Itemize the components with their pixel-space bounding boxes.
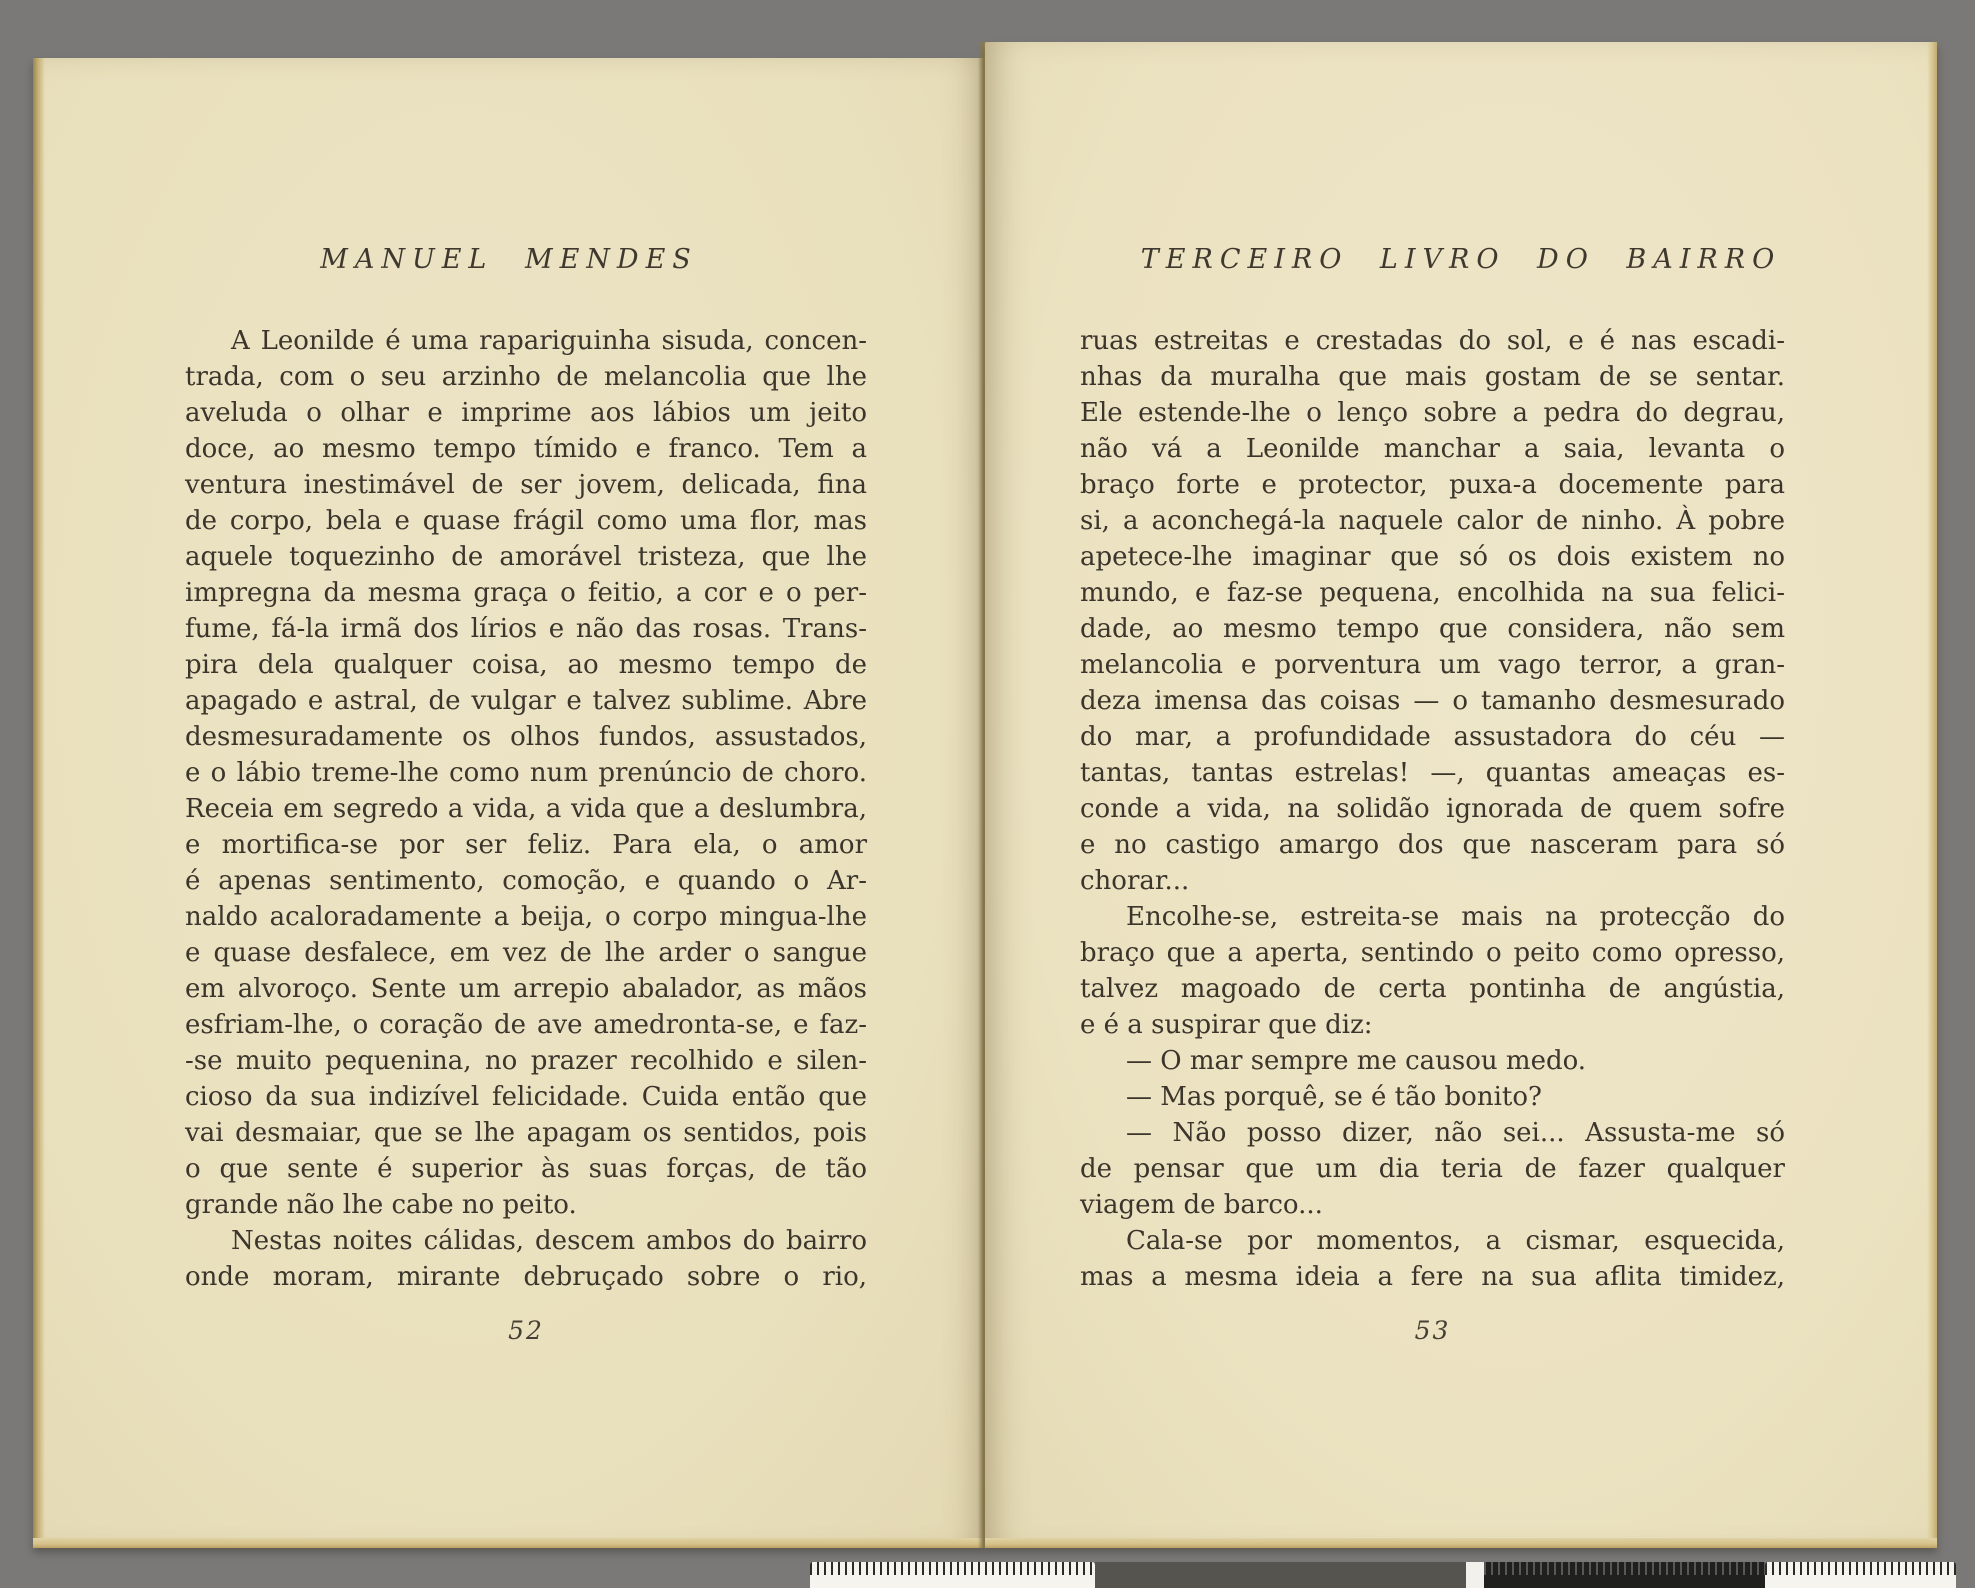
text-line: talvez magoado de certa pontinha de angústia, <box>1080 974 1785 1004</box>
text-line: — Mas porquê, se é tão bonito? <box>1126 1082 1542 1112</box>
text-line: não vá a Leonilde manchar a saia, levanta o <box>1080 434 1785 464</box>
text-line: ventura inestimável de ser jovem, delicada, fina <box>185 470 867 500</box>
text-line: impregna da mesma graça o feitio, a cor e o per- <box>185 578 867 608</box>
text-line: A Leonilde é uma rapariguinha sisuda, concen- <box>231 326 867 356</box>
text-line: Cala-se por momentos, a cismar, esquecida, <box>1126 1226 1785 1256</box>
text-line: Nestas noites cálidas, descem ambos do bairro <box>231 1226 867 1256</box>
text-line: nhas da muralha que mais gostam de se sentar. <box>1080 362 1785 392</box>
paragraph <box>1080 1043 1785 1079</box>
text-line: trada, com o seu arzinho de melancolia que lhe <box>185 362 867 392</box>
text-line: de corpo, bela e quase frágil como uma flor, mas <box>185 506 867 536</box>
text-line: Receia em segredo a vida, a vida que a deslumbra, <box>185 794 867 824</box>
text-line: vai desmaiar, que se lhe apagam os sentidos, pois <box>185 1118 867 1148</box>
text-line: apagado e astral, de vulgar e talvez sublime. Abre <box>185 686 867 716</box>
text-line: conde a vida, na solidão ignorada de quem sofre <box>1080 794 1785 824</box>
text-line: do mar, a profundidade assustadora do céu — <box>1080 722 1785 752</box>
text-line: e mortifica-se por ser feliz. Para ela, o amor <box>185 830 867 860</box>
text-line: esfriam-lhe, o coração de ave amedronta-se, e faz- <box>185 1010 867 1040</box>
text-line: aquele toquezinho de amorável tristeza, que lhe <box>185 542 867 572</box>
text-line: e quase desfalece, em vez de lhe arder o sangue <box>185 938 867 968</box>
text-line: braço que a aperta, sentindo o peito como opresso, <box>1080 938 1785 968</box>
text-line: -se muito pequenina, no prazer recolhido e silen- <box>185 1046 867 1076</box>
text-line: desmesuradamente os olhos fundos, assustados, <box>185 722 867 752</box>
text-line: e o lábio treme-lhe como num prenúncio de choro. <box>185 758 867 788</box>
text-line: chorar... <box>1080 866 1190 896</box>
measurement-ruler-white-segment <box>810 1562 1095 1588</box>
text-line: mas a mesma ideia a fere na sua aflita timidez, <box>1080 1262 1785 1292</box>
text-line: e no castigo amargo dos que nasceram para só <box>1080 830 1785 860</box>
measurement-ruler-white-sliver <box>1466 1562 1484 1588</box>
text-line: tantas, tantas estrelas! —, quantas ameaças es- <box>1080 758 1785 788</box>
measurement-ruler-black-segment <box>1484 1562 1765 1588</box>
text-line: dade, ao mesmo tempo que considera, não sem <box>1080 614 1785 644</box>
text-line: viagem de barco... <box>1080 1190 1323 1220</box>
paragraph <box>1080 899 1785 1043</box>
text-line: Encolhe-se, estreita-se mais na protecção do <box>1126 902 1785 932</box>
text-line: e é a suspirar que diz: <box>1080 1010 1373 1040</box>
paragraph <box>1080 1079 1785 1115</box>
measurement-ruler-white-segment-right <box>1765 1562 1956 1588</box>
left-page-number: 52 <box>508 1316 544 1345</box>
text-line: naldo acaloradamente a beija, o corpo mingua-lhe <box>185 902 867 932</box>
text-line: de pensar que um dia teria de fazer qualquer <box>1080 1154 1785 1184</box>
text-line: é apenas sentimento, comoção, e quando o Ar- <box>185 866 867 896</box>
right-page <box>985 42 1937 1548</box>
text-line: grande não lhe cabe no peito. <box>185 1190 577 1220</box>
text-line: deza imensa das coisas — o tamanho desmesurado <box>1080 686 1785 716</box>
text-line: o que sente é superior às suas forças, de tão <box>185 1154 867 1184</box>
text-line: mundo, e faz-se pequena, encolhida na sua felici- <box>1080 578 1785 608</box>
text-line: braço forte e protector, puxa-a docemente para <box>1080 470 1785 500</box>
text-line: Ele estende-lhe o lenço sobre a pedra do degrau, <box>1080 398 1785 428</box>
text-line: pira dela qualquer coisa, ao mesmo tempo de <box>185 650 867 680</box>
text-line: — O mar sempre me causou medo. <box>1126 1046 1587 1076</box>
text-line: cioso da sua indizível felicidade. Cuida então que <box>185 1082 867 1112</box>
text-line: doce, ao mesmo tempo tímido e franco. Tem a <box>185 434 867 464</box>
right-running-header: TERCEIRO LIVRO DO BAIRRO <box>1140 244 1782 275</box>
text-line: melancolia e porventura um vago terror, a gran- <box>1080 650 1785 680</box>
right-page-body <box>985 323 1937 1295</box>
text-line: em alvoroço. Sente um arrepio abalador, as mãos <box>185 974 867 1004</box>
left-running-header: MANUEL MENDES <box>320 244 698 275</box>
text-line: si, a aconchegá-la naquele calor de ninho. À pobre <box>1080 506 1785 536</box>
text-line: fume, fá-la irmã dos lírios e não das rosas. Trans- <box>185 614 867 644</box>
paragraph <box>185 1223 867 1295</box>
paragraph <box>185 323 867 1223</box>
text-line: apetece-lhe imaginar que só os dois existem no <box>1080 542 1785 572</box>
paragraph <box>1080 1223 1785 1295</box>
paragraph <box>1080 323 1785 899</box>
text-line: aveluda o olhar e imprime aos lábios um jeito <box>185 398 867 428</box>
text-line: — Não posso dizer, não sei... Assusta-me só <box>1126 1118 1785 1148</box>
left-page-body <box>33 323 985 1295</box>
text-line: onde moram, mirante debruçado sobre o rio, <box>185 1262 867 1292</box>
paragraph <box>1080 1115 1785 1223</box>
right-page-number: 53 <box>1414 1316 1451 1345</box>
left-page <box>33 58 985 1548</box>
text-line: ruas estreitas e crestadas do sol, e é nas escadi- <box>1080 326 1785 356</box>
measurement-ruler-dark-segment <box>1095 1562 1466 1588</box>
